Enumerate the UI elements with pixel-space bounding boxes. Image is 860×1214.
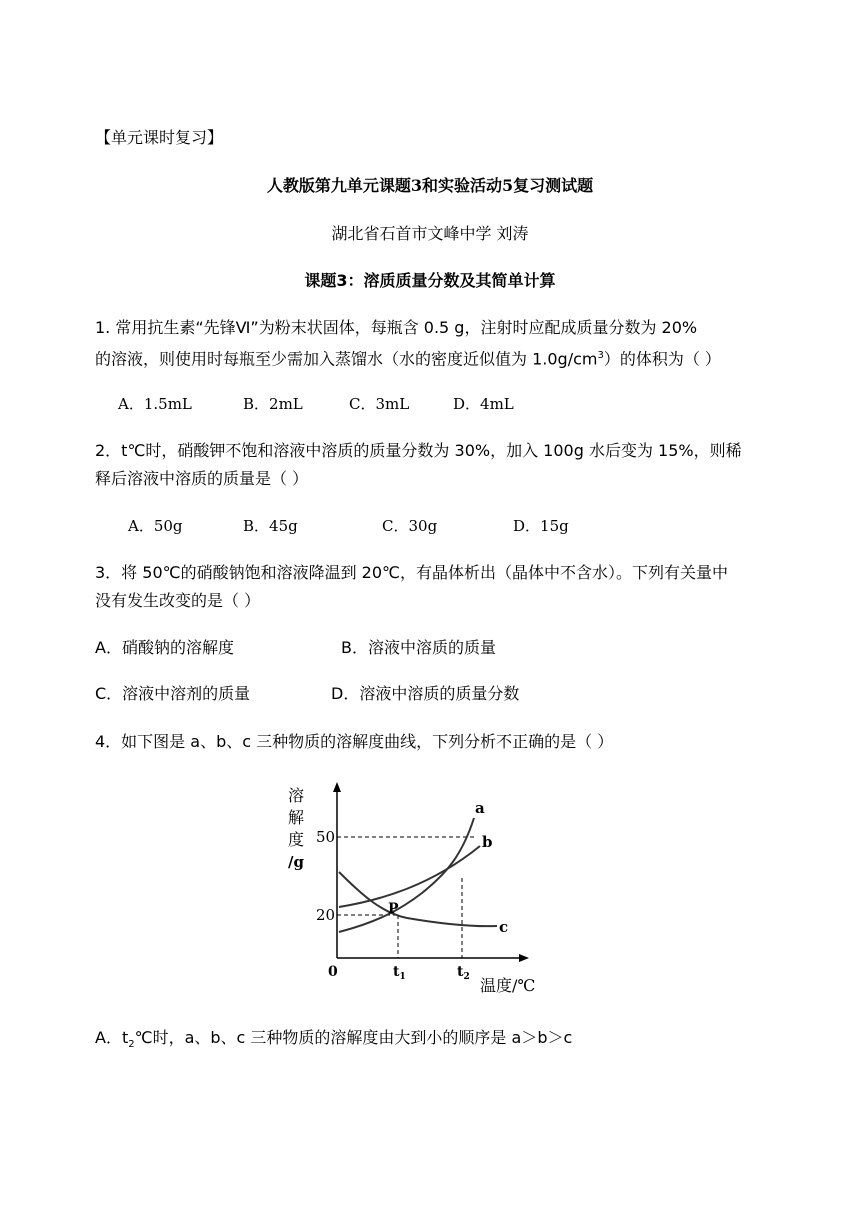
curve-label-b: b: [482, 833, 493, 851]
curve-b: [339, 846, 480, 907]
y-axis-label-char-4: /g: [288, 853, 304, 871]
q2-option-d: D．15g: [513, 517, 569, 535]
q2-option-a: A．50g: [128, 517, 183, 535]
x-axis-arrow: [519, 954, 529, 962]
q4-option-a-sub: 2: [128, 1039, 135, 1051]
q3-option-d: D．溶液中溶质的质量分数: [331, 684, 520, 703]
q1-text-line2: [95, 346, 721, 369]
point-label-p: P: [388, 901, 399, 917]
curve-label-a: a: [475, 799, 485, 817]
q3-option-b: B．溶液中溶质的质量: [341, 638, 496, 657]
q4-option-a-post: ℃时，a、b、c 三种物质的溶解度由大到小的顺序是 a＞b＞c: [134, 1028, 573, 1047]
q1-text-line2-main: 的溶液，则使用时每瓶至少需加入蒸馏水（水的密度近似值为 1.0g/cm: [95, 349, 598, 369]
y-axis-label-char-1: 溶: [288, 786, 305, 805]
page-title: 人教版第九单元课题3和实验活动5复习测试题: [266, 176, 594, 195]
q3-text-line1: 3．将 50℃的硝酸钠饱和溶液降温到 20℃，有晶体析出（晶体中不含水）。下列有关量中: [95, 563, 729, 582]
q3-option-a: A．硝酸钠的溶解度: [95, 638, 234, 657]
q4-option-a: [95, 1028, 572, 1055]
q1-option-d: D．4mL: [453, 395, 514, 413]
y-tick-20: 20: [316, 906, 336, 924]
q3-text-line2: 没有发生改变的是（ ）: [95, 591, 261, 610]
y-axis-label-char-3: 度: [288, 830, 305, 849]
q2-option-b: B．45g: [243, 517, 298, 535]
q1-option-a: A．1.5mL: [118, 395, 192, 413]
q1-text-line1: 1. 常用抗生素“先锋Ⅵ”为粉末状固体，每瓶含 0.5 g，注射时应配成质量分数为 20%: [95, 318, 698, 337]
q4-option-a-pre: A．t: [95, 1028, 129, 1047]
q2-text-line2: 释后溶液中溶质的质量是（ ）: [95, 469, 309, 488]
curve-label-c: c: [499, 918, 509, 936]
x-tick-t1: $t_1$: [393, 964, 406, 982]
q1-option-b: B．2mL: [243, 395, 303, 413]
y-tick-50: 50: [316, 828, 336, 846]
x-tick-t2: $t_2$: [457, 964, 470, 982]
q2-option-c: C．30g: [382, 517, 438, 535]
solubility-curve-chart: [282, 780, 552, 995]
x-axis-label: 温度/℃: [480, 976, 536, 995]
y-axis-arrow: [333, 782, 341, 792]
y-axis-label-char-2: 解: [288, 808, 305, 827]
q1-option-c: C．3mL: [349, 395, 410, 413]
q3-option-c: C．溶液中溶剂的质量: [95, 684, 251, 703]
q1-superscript: 3: [597, 350, 604, 361]
curve-c: [339, 872, 497, 926]
q4-text-line1: 4．如下图是 a、b、c 三种物质的溶解度曲线，下列分析不正确的是（ ）: [95, 732, 614, 751]
section-heading: 【单元课时复习】: [95, 128, 224, 147]
q1-text-line2-end: ）的体积为（ ）: [603, 349, 721, 369]
q2-text-line1: 2．t℃时，硝酸钾不饱和溶液中溶质的质量分数为 30%，加入 100g 水后变为 15%，则稀: [95, 441, 742, 460]
author-line: 湖北省石首市文峰中学 刘涛: [331, 224, 529, 243]
lesson-subtitle: 课题3：溶质质量分数及其简单计算: [304, 271, 556, 290]
origin-label: 0: [328, 964, 338, 980]
